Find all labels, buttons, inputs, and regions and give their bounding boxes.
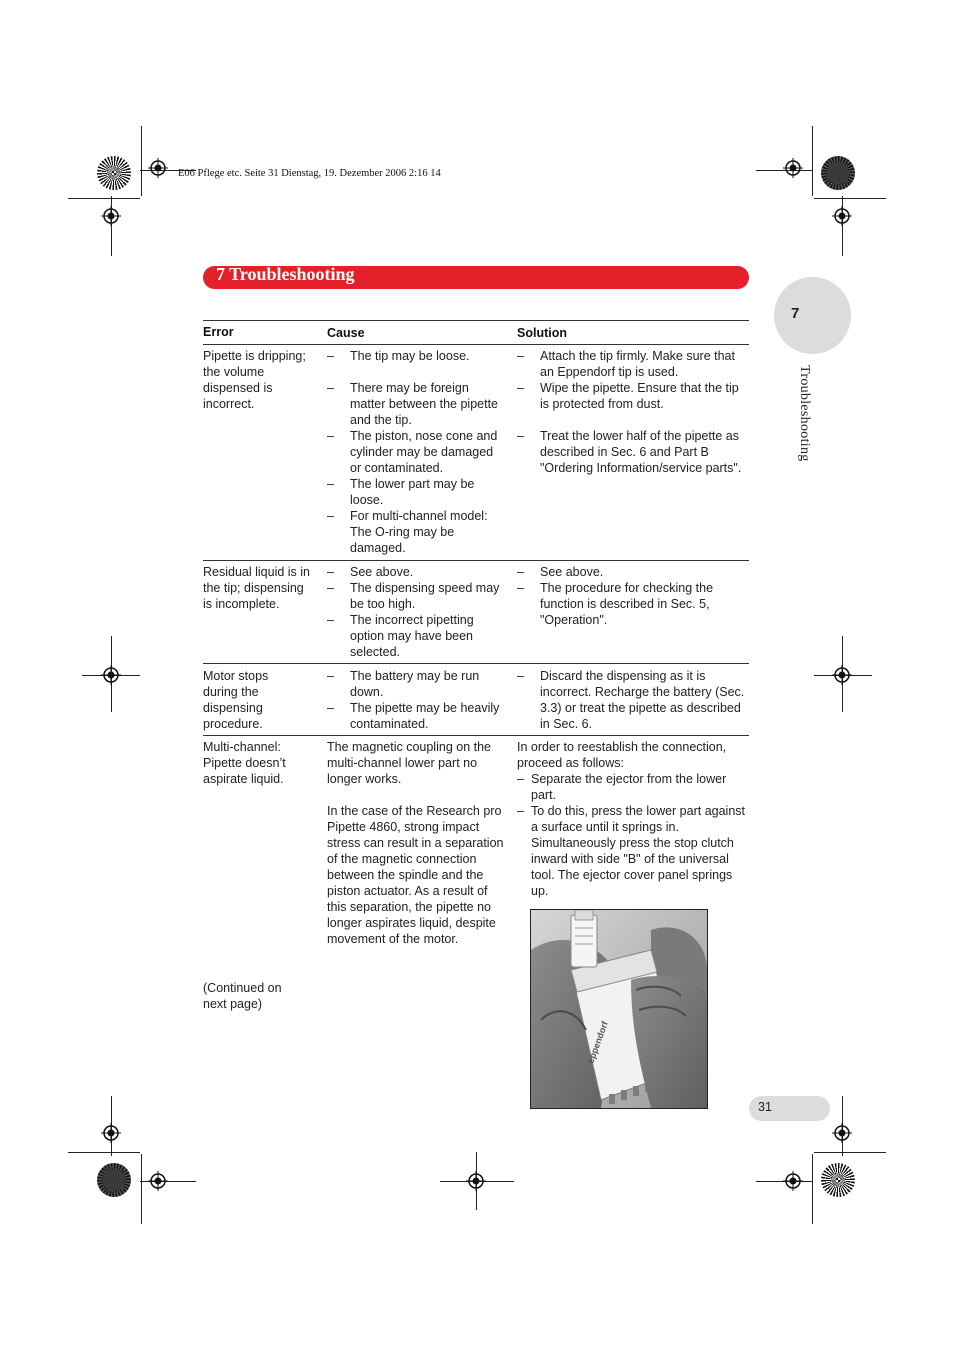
- table-rule: [203, 560, 749, 561]
- cause-item: – The dispensing speed may be too high.: [327, 580, 505, 612]
- error-cell: Pipette is dripping; the volume dispensed is incorrect.: [203, 349, 306, 411]
- registration-mark-icon: [148, 1171, 168, 1191]
- color-target-icon: [97, 156, 131, 190]
- cause-item: – The lower part may be loose.: [327, 476, 505, 508]
- ejector-removal-photo: [530, 909, 708, 1109]
- registration-mark-icon: [101, 665, 121, 685]
- solution-cell: [517, 739, 749, 899]
- registration-mark-icon: [101, 1123, 121, 1143]
- color-target-icon: [821, 1163, 855, 1197]
- chapter-side-label: Troubleshooting: [797, 365, 812, 462]
- table-rule: [203, 663, 749, 664]
- solution-item: – Discard the dispensing as it is incorrect. Recharge the battery (Sec. 3.3) or treat the pipette as described in Sec. 6.: [517, 668, 749, 732]
- cause-item: – For multi-channel model: The O-ring may be damaged.: [327, 508, 505, 556]
- registration-mark-icon: [466, 1171, 486, 1191]
- color-target-icon: [97, 1163, 131, 1197]
- print-info: E06 Pflege etc. Seite 31 Dienstag, 19. Dezember 2006 2:16 14: [178, 168, 441, 179]
- registration-mark-icon: [832, 1123, 852, 1143]
- page-number: 31: [758, 1100, 772, 1114]
- cause-cell: [327, 564, 505, 660]
- registration-mark-icon: [832, 206, 852, 226]
- solution-cell: [517, 564, 749, 628]
- solution-item: – The procedure for checking the function is described in Sec. 5, "Operation".: [517, 580, 749, 628]
- table-rule: [203, 320, 749, 321]
- continued-note: (Continued on next page): [203, 981, 282, 1011]
- cause-item: – See above.: [327, 564, 505, 580]
- cause-cell: [327, 348, 505, 556]
- error-cell: Residual liquid is in the tip; dispensing is incomplete.: [203, 565, 311, 611]
- error-cell: Motor stops during the dispensing procedure.: [203, 669, 269, 731]
- solution-item: – Treat the lower half of the pipette as described in Sec. 6 and Part B "Ordering Information/service parts".: [517, 428, 749, 476]
- cause-item: – There may be foreign matter between the pipette and the tip.: [327, 380, 505, 428]
- cause-item: – The piston, nose cone and cylinder may be damaged or contaminated.: [327, 428, 505, 476]
- chapter-title: 7 Troubleshooting: [216, 264, 355, 284]
- solution-item: – Separate the ejector from the lower part.: [517, 771, 749, 803]
- column-header-solution: Solution: [517, 326, 567, 340]
- cause-paragraph: In the case of the Research pro Pipette 4860, strong impact stress can result in a separation of the magnetic connection between the spindle and the piston actuator. As a result of this separation, the pipette no longer aspirates liquid, despite movement of the motor.: [327, 804, 504, 946]
- cause-item: – The tip may be loose.: [327, 348, 505, 364]
- cause-paragraph: The magnetic coupling on the multi-channel lower part no longer works.: [327, 740, 491, 786]
- registration-mark-icon: [832, 665, 852, 685]
- solution-item: – To do this, press the lower part against a surface until it springs in. Simultaneously press the stop clutch inward with side "B" of the universal tool. The ejector cover panel springs up.: [517, 803, 749, 899]
- registration-mark-icon: [783, 1171, 803, 1191]
- chapter-tab: [774, 277, 851, 354]
- solution-cell: [517, 668, 749, 732]
- table-rule: [203, 735, 749, 736]
- table-rule: [203, 344, 749, 345]
- cause-item: – The pipette may be heavily contaminated.: [327, 700, 505, 732]
- solution-item: – Attach the tip firmly. Make sure that an Eppendorf tip is used.: [517, 348, 749, 380]
- solution-intro: In order to reestablish the connection, proceed as follows:: [517, 740, 727, 770]
- registration-mark-icon: [783, 158, 803, 178]
- registration-mark-icon: [101, 206, 121, 226]
- solution-item: – See above.: [517, 564, 749, 580]
- error-cell: Multi-channel: Pipette doesn’t aspirate liquid.: [203, 740, 286, 786]
- column-header-error: Error: [203, 325, 234, 339]
- cause-item: – The battery may be run down.: [327, 668, 505, 700]
- registration-mark-icon: [148, 158, 168, 178]
- solution-item: – Wipe the pipette. Ensure that the tip is protected from dust.: [517, 380, 749, 412]
- cause-item: – The incorrect pipetting option may have been selected.: [327, 612, 505, 660]
- column-header-cause: Cause: [327, 326, 365, 340]
- photo-brand-text: eppendorf: [585, 1019, 610, 1065]
- color-target-icon: [821, 156, 855, 190]
- solution-cell: [517, 348, 749, 476]
- chapter-tab-number: 7: [791, 305, 800, 322]
- cause-cell: [327, 668, 505, 732]
- cause-cell: [327, 739, 505, 947]
